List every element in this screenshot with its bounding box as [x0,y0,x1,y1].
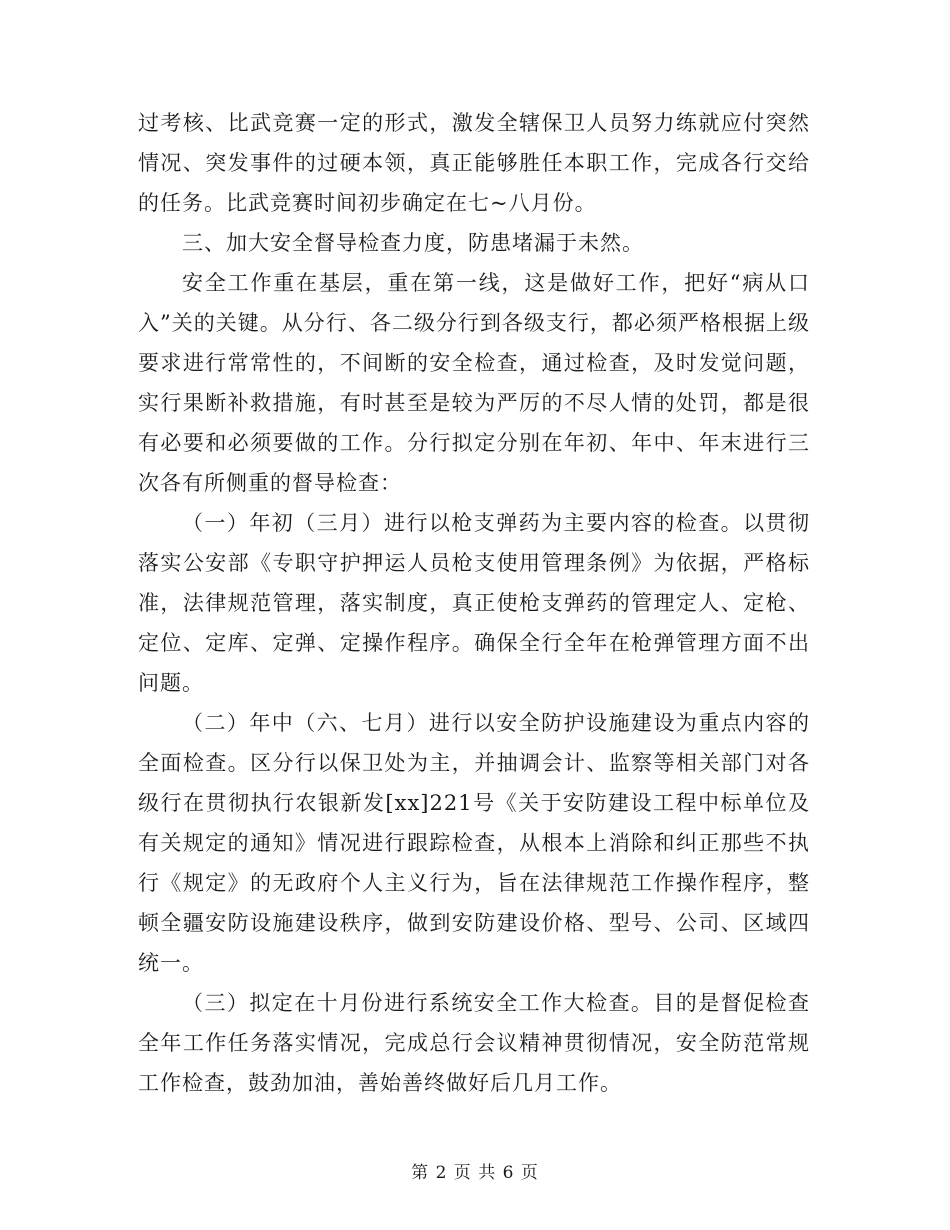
list-item-third-inspection: （三）拟定在十月份进行系统安全工作大检查。目的是督促检查全年工作任务落实情况，完成总行会议精神贯彻情况，安全防范常规工作检查，鼓劲加油，善始善终做好后几月工作。 [138,991,810,1095]
list-item-second-inspection: （二）年中（六、七月）进行以安全防护设施建设为重点内容的全面检查。区分行以保卫处为主，并抽调会计、监察等相关部门对各级行在贯彻执行农银新发[xx]221号《关于安防建设工程中标单位及有关规定的通知》情况进行跟踪检查，从根本上消除和纠正那些不执行《规定》的无政府个人主义行为，旨在法律规范工作操作程序，整顿全疆安防设施建设秩序，做到安防建设价格、型号、公司、区域四统一。 [138,711,810,975]
paragraph-body: 安全工作重在基层，重在第一线，这是做好工作，把好“病从口入”关的关键。从分行、各二级分行到各级支行，都必须严格根据上级要求进行常常性的，不间断的安全检查，通过检查，及时发觉问题，实行果断补救措施，有时甚至是较为严厉的不尽人情的处罚，都是很有必要和必须要做的工作。分行拟定分别在年初、年中、年末进行三次各有所侧重的督导检查： [138,271,810,495]
page-number-label: 第 2 页 共 6 页 [411,1163,539,1183]
document-body [138,103,810,1103]
page-footer [0,1158,950,1183]
section-heading: 三、加大安全督导检查力度，防患堵漏于未然。 [182,231,644,255]
paragraph-continuation: 过考核、比武竞赛一定的形式，激发全辖保卫人员努力练就应付突然情况、突发事件的过硬本领，真正能够胜任本职工作，完成各行交给的任务。比武竞赛时间初步确定在七~八月份。 [138,111,810,215]
list-item-first-inspection: （一）年初（三月）进行以枪支弹药为主要内容的检查。以贯彻落实公安部《专职守护押运人员枪支使用管理条例》为依据，严格标准，法律规范管理，落实制度，真正使枪支弹药的管理定人、定枪、定位、定库、定弹、定操作程序。确保全行全年在枪弹管理方面不出问题。 [138,511,810,695]
